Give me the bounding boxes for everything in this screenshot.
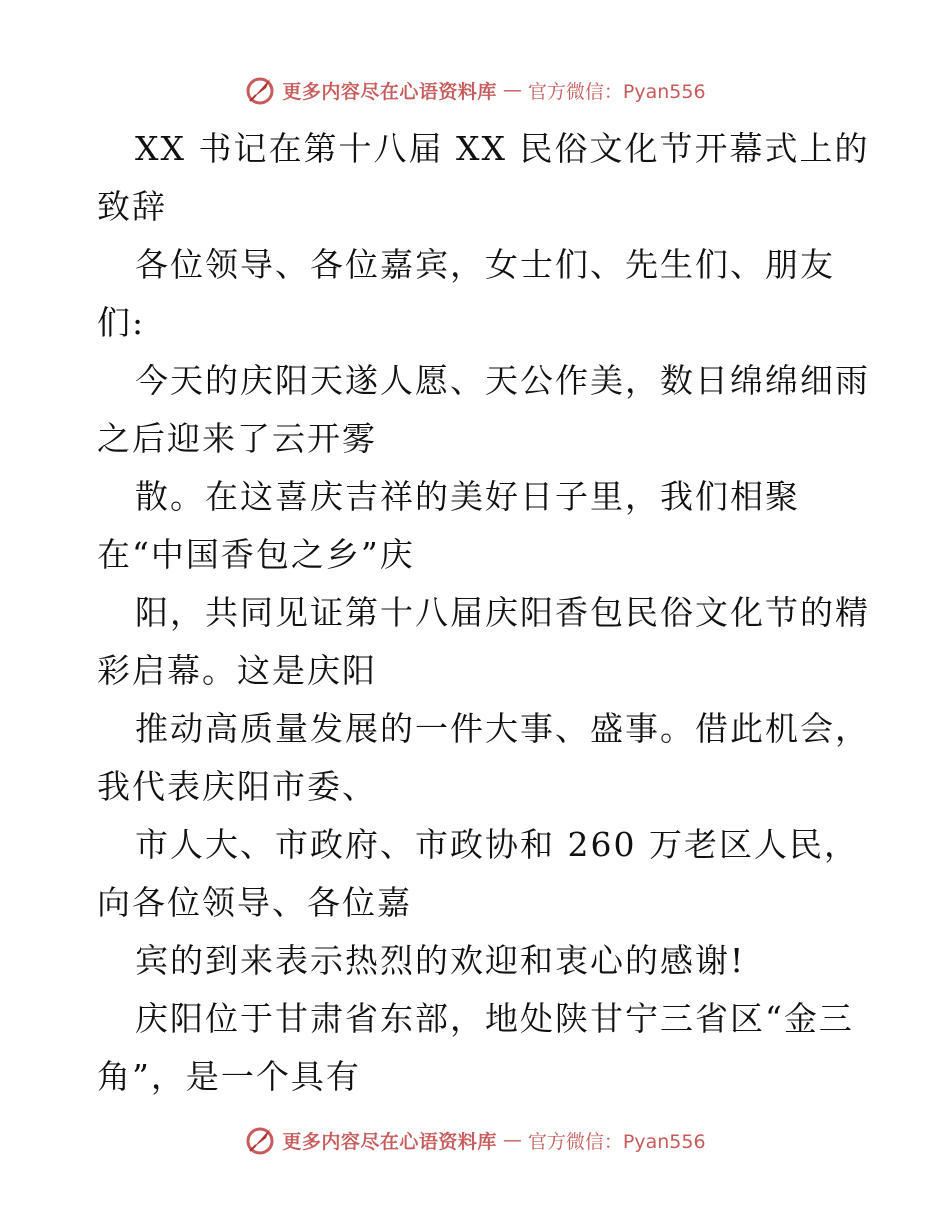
text-line: XX 书记在第十八届 XX 民俗文化节开幕式上的	[135, 129, 870, 168]
text-line: 各位领导、各位嘉宾，女士们、先生们、朋友	[135, 245, 835, 284]
footer-watermark	[0, 1120, 950, 1160]
header-watermark	[0, 70, 950, 110]
quill-logo-icon	[244, 74, 276, 106]
text-line: 庆阳位于甘肃省东部，地处陕甘宁三省区“金三	[135, 999, 854, 1038]
text-line: 在“中国香包之乡”庆	[97, 535, 415, 574]
text-line: 散。在这喜庆吉祥的美好日子里，我们相聚	[135, 477, 800, 516]
text-line: 角”，是一个具有	[97, 1057, 361, 1096]
text-line: 市人大、市政府、市政协和 260 万老区人民，	[135, 825, 859, 864]
text-line: 阳，共同见证第十八届庆阳香包民俗文化节的精	[135, 593, 870, 632]
text-line: 们:	[97, 303, 146, 342]
watermark-text: 更多内容尽在心语资料库	[282, 80, 497, 103]
text-line: 彩启幕。这是庆阳	[97, 651, 377, 690]
text-line: 致辞	[97, 187, 167, 226]
watermark-separator: —	[502, 1129, 522, 1151]
text-line: 推动高质量发展的一件大事、盛事。借此机会，	[135, 709, 870, 748]
text-line: 之后迎来了云开雾	[97, 419, 377, 458]
watermark-separator: —	[502, 79, 522, 101]
watermark-text: 更多内容尽在心语资料库	[282, 1130, 497, 1153]
text-line: 宾的到来表示热烈的欢迎和衷心的感谢!	[135, 941, 746, 980]
text-line: 我代表庆阳市委、	[97, 767, 377, 806]
text-line: 今天的庆阳天遂人愿、天公作美，数日绵绵细雨	[135, 361, 870, 400]
quill-logo-icon	[244, 1124, 276, 1156]
document-body	[97, 120, 870, 1106]
watermark-account: 官方微信：Pyan556	[527, 1130, 706, 1153]
watermark-account: 官方微信：Pyan556	[527, 80, 706, 103]
text-line: 向各位领导、各位嘉	[97, 883, 412, 922]
